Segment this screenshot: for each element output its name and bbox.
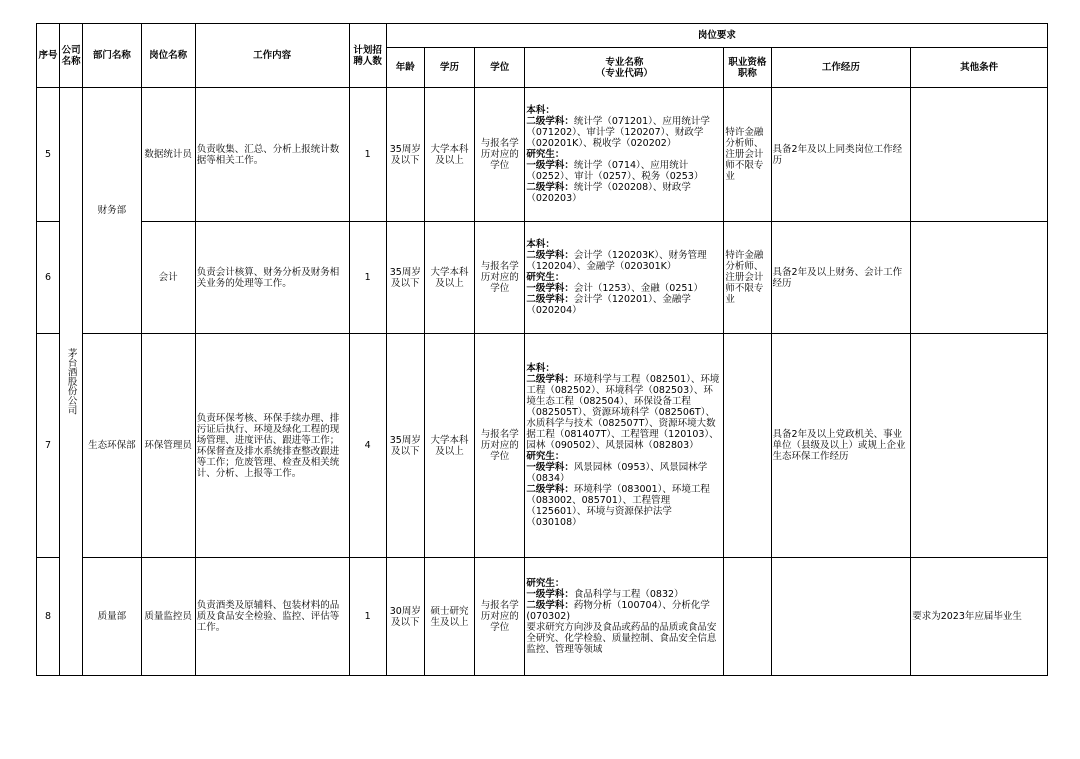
header-requirements-group: 岗位要求 (386, 24, 1047, 48)
header-education: 学历 (424, 48, 474, 88)
company-name: 茅台酒股份公司 (65, 348, 77, 415)
row-education: 硕士研究生及以上 (424, 558, 474, 676)
major-line: 研究生： (526, 451, 565, 462)
row-duties: 负责会计核算、财务分析及财务相关业务的处理等工作。 (195, 222, 349, 334)
row-age: 30周岁及以下 (386, 558, 424, 676)
header-major-name: 专业名称 (605, 56, 644, 68)
row-experience: 具备2年及以上同类岗位工作经历 (771, 88, 911, 222)
table-row (37, 222, 1048, 334)
row-major (525, 334, 724, 558)
row-duties: 负责酒类及原辅料、包装材料的品质及食品安全检验、监控、评估等工作。 (195, 558, 349, 676)
row-position: 数据统计员 (141, 88, 195, 222)
major-line: 二级学科：会计学（120201）、金融学（020204） (526, 294, 691, 316)
major-line: 二级学科：统计学（020208）、财政学（020203） (526, 182, 691, 204)
major-line: 二级学科：药物分析（100704）、分析化学(070302) (526, 600, 710, 622)
row-dept: 生态环保部 (83, 334, 141, 558)
header-other: 其他条件 (911, 48, 1048, 88)
major-line: 本科： (526, 363, 555, 374)
major-line: 二级学科：会计学（120203K）、财务管理（120204）、金融学（020301K） (526, 250, 707, 272)
major-line: 二级学科：环境科学（083001）、环境工程（083002、085701）、工程管理（125601）、环境与资源保护法学（030108） (526, 484, 710, 528)
row-experience (771, 558, 911, 676)
row-degree: 与报名学历对应的学位 (475, 88, 525, 222)
header-qualification: 职业资格职称 (724, 48, 771, 88)
row-degree: 与报名学历对应的学位 (475, 334, 525, 558)
table-row (37, 88, 1048, 222)
header-quota: 计划招聘人数 (349, 24, 386, 88)
major-line: 一级学科：食品科学与工程（0832） (526, 589, 684, 600)
row-age: 35周岁及以下 (386, 88, 424, 222)
row-qualification (724, 558, 771, 676)
row-seq: 7 (37, 334, 60, 558)
row-qualification: 特许金融分析师、注册会计师不限专业 (724, 88, 771, 222)
header-dept: 部门名称 (83, 24, 141, 88)
row-quota: 1 (349, 558, 386, 676)
row-experience: 具备2年及以上财务、会计工作经历 (771, 222, 911, 334)
row-qualification: 特许金融分析师、注册会计师不限专业 (724, 222, 771, 334)
major-line: 研究生： (526, 272, 565, 283)
major-line: 本科： (526, 239, 555, 250)
header-position: 岗位名称 (141, 24, 195, 88)
row-quota: 4 (349, 334, 386, 558)
row-other (911, 88, 1048, 222)
row-seq: 6 (37, 222, 60, 334)
major-line: 二级学科：统计学（071201）、应用统计学（071202）、审计学（120207）、财政学（020201K）、税收学（020202） (526, 116, 710, 149)
header-seq: 序号 (37, 24, 60, 88)
major-line: 一级学科：统计学（0714）、应用统计（0252）、审计（0257）、税务（0253） (526, 160, 704, 182)
row-dept: 质量部 (83, 558, 141, 676)
major-line: 本科： (526, 105, 555, 116)
row-position: 会计 (141, 222, 195, 334)
major-line: 一级学科：会计（1253）、金融（0251） (526, 283, 703, 294)
row-major (525, 222, 724, 334)
row-position: 环保管理员 (141, 334, 195, 558)
row-major (525, 88, 724, 222)
row-age: 35周岁及以下 (386, 222, 424, 334)
major-line: 研究生： (526, 578, 565, 589)
table-row (37, 558, 1048, 676)
major-line: 一级学科：风景园林（0953）、风景园林学（0834） (526, 462, 708, 484)
row-quota: 1 (349, 222, 386, 334)
company-name-cell (60, 88, 83, 676)
header-major-code: （专业代码） (595, 67, 653, 79)
row-other (911, 222, 1048, 334)
row-degree: 与报名学历对应的学位 (475, 222, 525, 334)
major-line: 二级学科：环境科学与工程（082501）、环境工程（082502）、环境科学（082503）、环境生态工程（082504）、环保设备工程（082505T）、资源环境科学（082506T）、水质科学与技术（082507T）、资源环境大数据工程（081407T）、工程管理（120103）、园林（090502）、风景园林（082803） (526, 374, 720, 451)
recruitment-table (36, 23, 1048, 676)
row-education: 大学本科及以上 (424, 334, 474, 558)
row-position: 质量监控员 (141, 558, 195, 676)
header-experience: 工作经历 (771, 48, 911, 88)
header-age: 年龄 (386, 48, 424, 88)
row-dept: 财务部 (83, 88, 141, 334)
row-duties: 负责收集、汇总、分析上报统计数据等相关工作。 (195, 88, 349, 222)
row-seq: 8 (37, 558, 60, 676)
row-duties: 负责环保考核、环保手续办理、排污证后执行、环境及绿化工程的现场管理、进度评估、跟进等工作；环保督查及排水系统排查整改跟进等工作；危废管理、检查及相关统计、分析、上报等工作。 (195, 334, 349, 558)
row-age: 35周岁及以下 (386, 334, 424, 558)
row-qualification (724, 334, 771, 558)
row-major (525, 558, 724, 676)
row-other (911, 334, 1048, 558)
header-major (525, 48, 724, 88)
row-education: 大学本科及以上 (424, 88, 474, 222)
header-degree: 学位 (475, 48, 525, 88)
row-experience: 具备2年及以上党政机关、事业单位（县级及以上）或规上企业生态环保工作经历 (771, 334, 911, 558)
table-row (37, 334, 1048, 558)
major-line: 要求研究方向涉及食品或药品的品质或食品安全研究、化学检验、质量控制、食品安全信息监控、管理等领域 (526, 622, 717, 655)
row-quota: 1 (349, 88, 386, 222)
header-company: 公司名称 (60, 24, 83, 88)
row-education: 大学本科及以上 (424, 222, 474, 334)
row-other: 要求为2023年应届毕业生 (911, 558, 1048, 676)
header-duties: 工作内容 (195, 24, 349, 88)
row-degree: 与报名学历对应的学位 (475, 558, 525, 676)
row-seq: 5 (37, 88, 60, 222)
major-line: 研究生： (526, 149, 565, 160)
